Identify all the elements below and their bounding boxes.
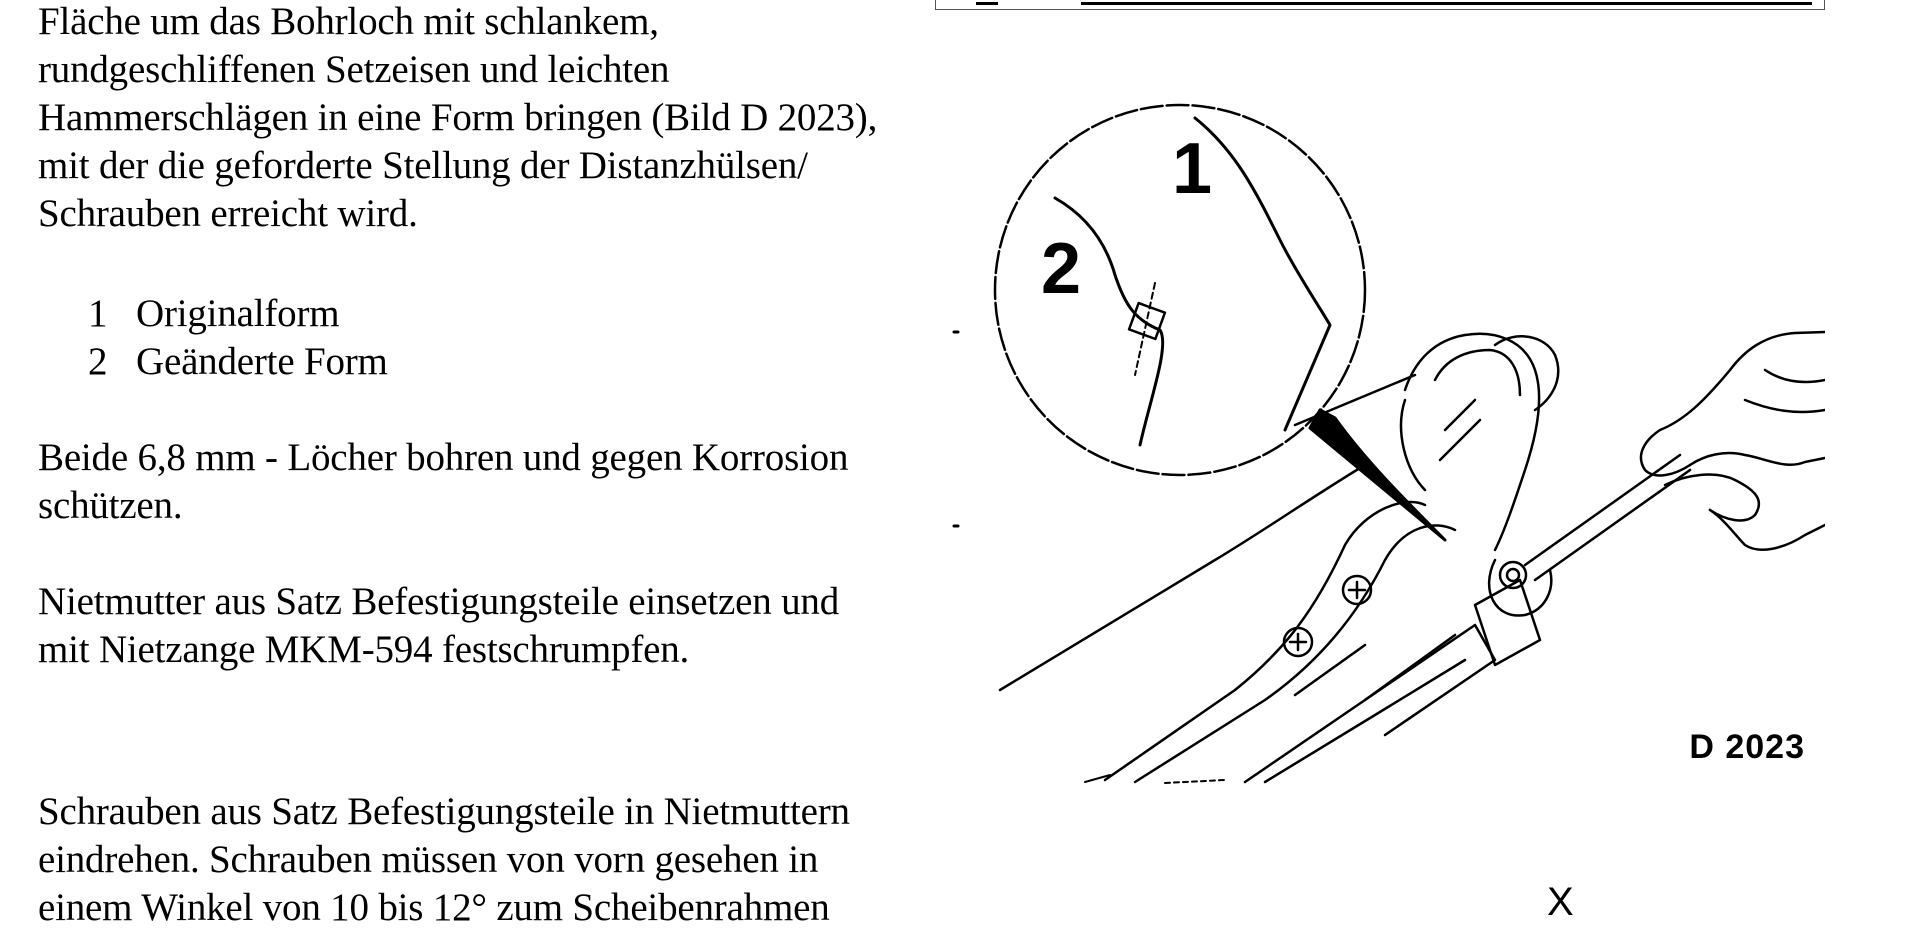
text-line: rundgeschliffenen Setzeisen und leichten <box>38 48 670 91</box>
callout-1: 1 <box>1172 129 1213 209</box>
text-line: mit der die geforderte Stellung der Distanzhülsen/ <box>38 144 808 187</box>
frame-edge-line <box>1000 465 1365 690</box>
hand <box>1641 332 1825 550</box>
text-line: Schrauben aus Satz Befestigungsteile in Nietmuttern <box>38 790 850 833</box>
list-label: Originalform <box>136 292 340 335</box>
text-line: mit Nietzange MKM-594 festschrumpfen. <box>38 628 690 671</box>
list-number: 2 <box>88 340 108 383</box>
text-line: Nietmutter aus Satz Befestigungsteile einsetzen und <box>38 580 839 623</box>
next-figure-label: X <box>1547 880 1574 924</box>
rivet-tool <box>1401 334 1558 616</box>
list-item <box>88 290 339 338</box>
leader-wedge <box>1310 410 1445 540</box>
text-line: Beide 6,8 mm - Löcher bohren und gegen Korrosion <box>38 436 849 479</box>
stray-marks <box>954 332 958 526</box>
list-number: 1 <box>88 292 108 335</box>
text-line: eindrehen. Schrauben müssen von vorn gesehen in <box>38 838 819 881</box>
figure-label: D 2023 <box>1689 728 1805 766</box>
figure-d2023 <box>935 0 1825 924</box>
list-item <box>88 338 388 386</box>
callout-2: 2 <box>1041 229 1082 309</box>
frame-top-line <box>1295 375 1415 425</box>
list-label: Geänderte Form <box>136 340 388 383</box>
paragraph-drill-holes <box>38 434 848 530</box>
paragraph-rivet-nut <box>38 578 839 674</box>
paragraph-screws <box>38 788 850 932</box>
text-line: Schrauben erreicht wird. <box>38 192 418 235</box>
screwdriver <box>1365 455 1690 735</box>
text-line: Fläche um das Bohrloch mit schlankem, <box>38 0 659 43</box>
text-line: einem Winkel von 10 bis 12° zum Scheibenrahmen <box>38 886 830 929</box>
text-line: Hammerschlägen in eine Form bringen (Bild D 2023), <box>38 96 878 139</box>
curve-original-form <box>1195 118 1330 430</box>
text-line: schützen. <box>38 484 183 527</box>
paragraph-shape-form <box>38 0 877 238</box>
